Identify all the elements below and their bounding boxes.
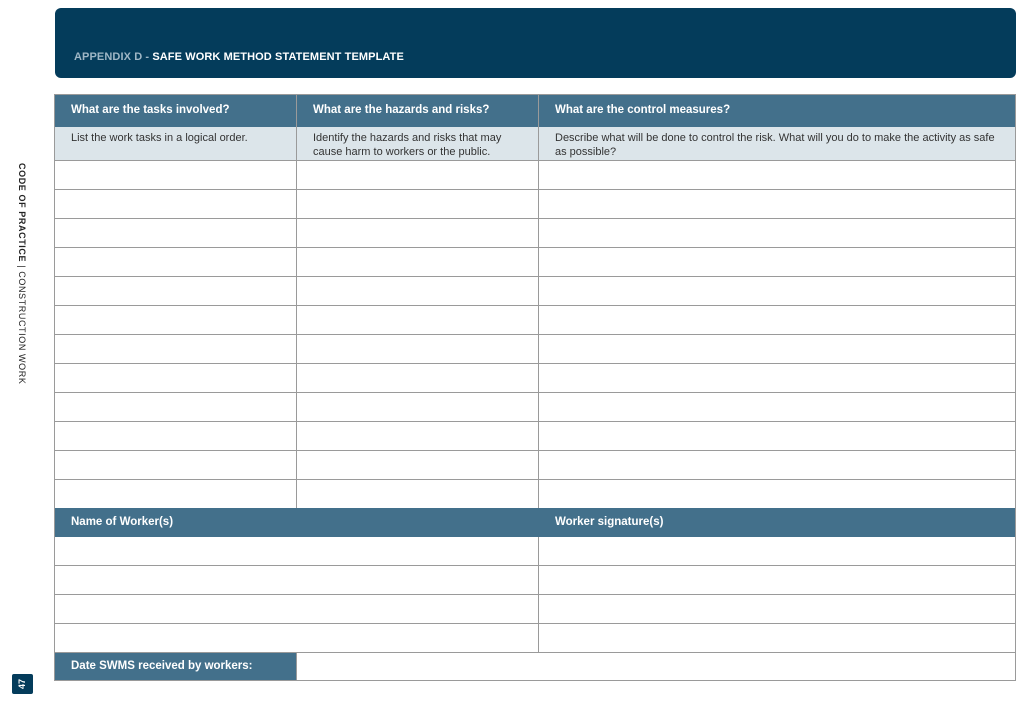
- instruction-hazards: Identify the hazards and risks that may cause harm to workers or the public.: [297, 127, 539, 160]
- row-divider: [55, 218, 1015, 219]
- grid-divider: [296, 652, 297, 681]
- running-header-separator: |: [17, 262, 27, 272]
- column-header-controls: What are the control measures?: [539, 95, 1015, 127]
- column-header-tasks: What are the tasks involved?: [55, 95, 297, 127]
- date-received-label: Date SWMS received by workers:: [55, 652, 297, 680]
- row-divider: [55, 160, 1015, 161]
- row-divider: [55, 363, 1015, 364]
- running-header-bold: CODE OF PRACTICE: [17, 163, 27, 263]
- row-divider: [55, 421, 1015, 422]
- row-divider: [55, 189, 1015, 190]
- title-banner: [55, 8, 1016, 78]
- swms-form: [54, 94, 1016, 681]
- row-divider: [55, 334, 1015, 335]
- instruction-tasks: List the work tasks in a logical order.: [55, 127, 297, 160]
- page-number-text: 47: [17, 678, 28, 690]
- row-divider: [55, 276, 1015, 277]
- row-divider: [55, 247, 1015, 248]
- instruction-controls: Describe what will be done to control the risk. What will you do to make the activity as safe as possible?: [539, 127, 1015, 160]
- title-prefix: APPENDIX D -: [74, 51, 153, 63]
- row-divider: [55, 450, 1015, 451]
- row-divider: [55, 479, 1015, 480]
- row-divider: [55, 652, 1015, 653]
- grid-divider: [296, 95, 297, 508]
- row-divider: [55, 565, 1015, 566]
- column-header-hazards: What are the hazards and risks?: [297, 95, 539, 127]
- row-divider: [55, 305, 1015, 306]
- worker-name-header: Name of Worker(s): [55, 508, 539, 537]
- grid-divider: [538, 95, 539, 508]
- page-number: [12, 674, 33, 694]
- title-main: SAFE WORK METHOD STATEMENT TEMPLATE: [152, 51, 404, 63]
- page-title: [74, 51, 404, 63]
- worker-signature-header: Worker signature(s): [539, 508, 1015, 537]
- row-divider: [55, 623, 1015, 624]
- running-header-regular: CONSTRUCTION WORK: [17, 271, 27, 385]
- row-divider: [55, 392, 1015, 393]
- running-header: [17, 163, 27, 384]
- row-divider: [55, 594, 1015, 595]
